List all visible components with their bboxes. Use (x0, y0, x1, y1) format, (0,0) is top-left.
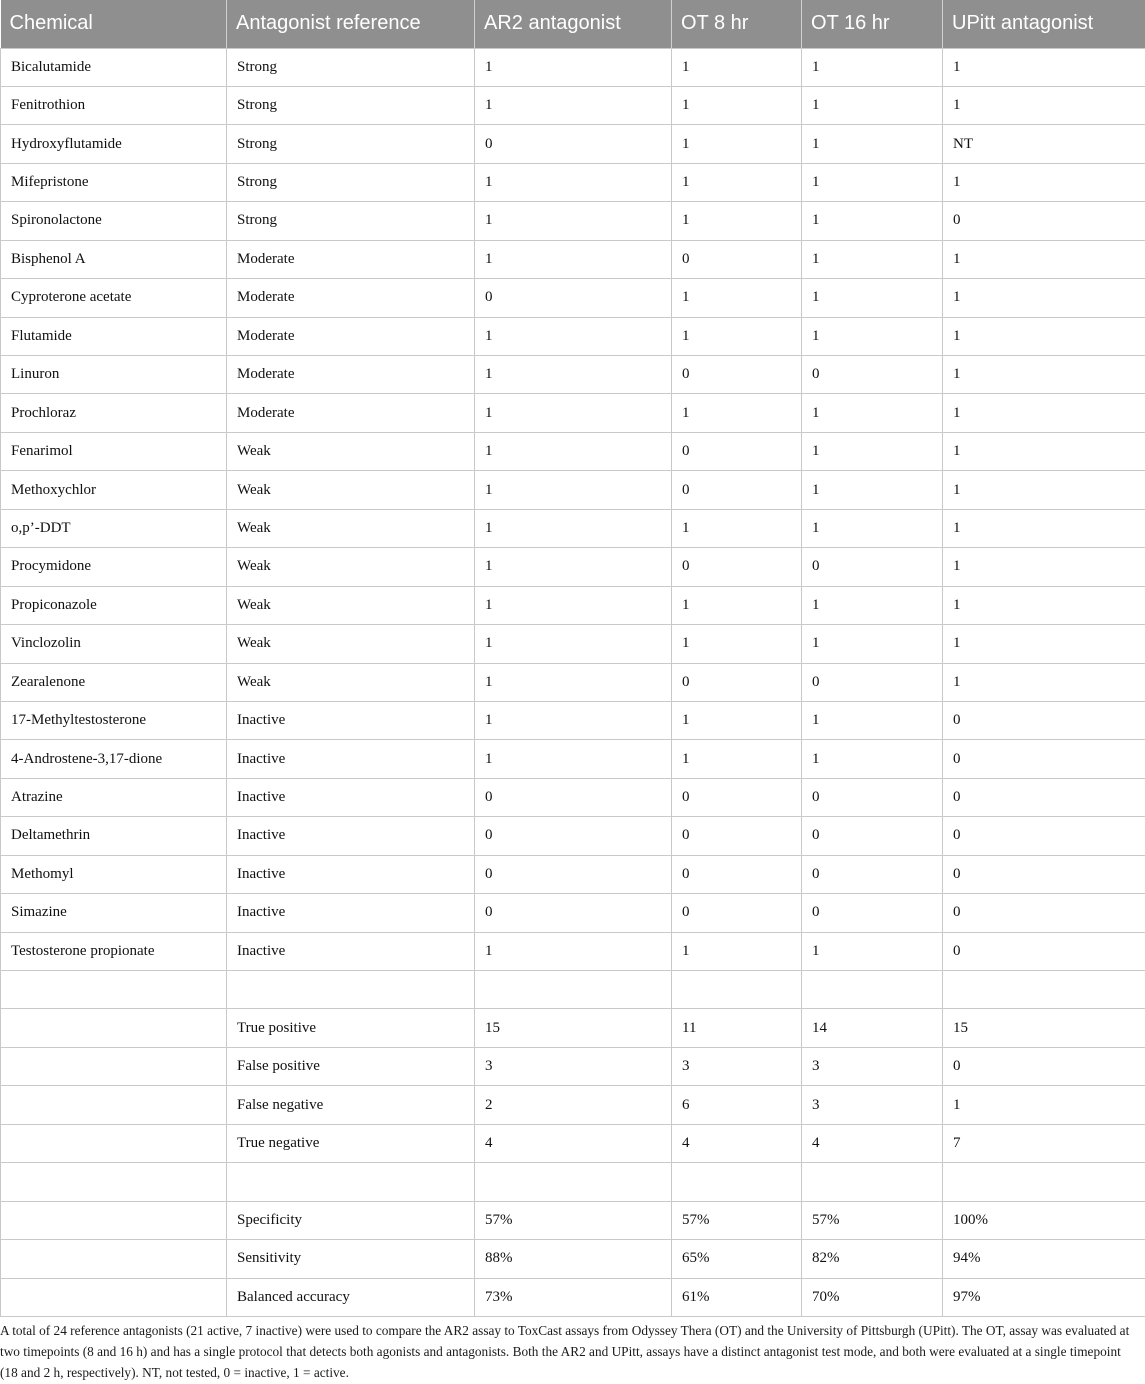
upitt-cell: 0 (943, 894, 1145, 932)
ot-16hr-cell: 0 (802, 778, 943, 816)
chemical-cell: 17-Methyltestosterone (1, 701, 227, 739)
ot-8hr-cell: 1 (672, 279, 802, 317)
ot-8hr-cell: 0 (672, 778, 802, 816)
upitt-cell: 0 (943, 1047, 1145, 1085)
ot-16hr-cell: 1 (802, 279, 943, 317)
column-header-chemical: Chemical (1, 0, 227, 48)
upitt-cell: 1 (943, 432, 1145, 470)
ot-8hr-cell: 1 (672, 625, 802, 663)
ot-8hr-cell: 11 (672, 1009, 802, 1047)
chemical-cell: o,p’-DDT (1, 509, 227, 547)
table-row (1, 48, 1145, 86)
table-row (1, 625, 1145, 663)
upitt-cell: 97% (943, 1278, 1145, 1316)
upitt-cell: 1 (943, 86, 1145, 124)
reference-cell: Weak (227, 548, 475, 586)
ot-16hr-cell: 1 (802, 625, 943, 663)
upitt-cell: 1 (943, 471, 1145, 509)
ar2-cell: 1 (475, 432, 672, 470)
chemical-cell (1, 1201, 227, 1239)
upitt-cell: 0 (943, 778, 1145, 816)
chemical-cell: Zearalenone (1, 663, 227, 701)
column-header-ot-16hr: OT 16 hr (802, 0, 943, 48)
ar2-cell: 2 (475, 1086, 672, 1124)
table-row (1, 202, 1145, 240)
reference-cell: Moderate (227, 317, 475, 355)
ot-16hr-cell: 0 (802, 894, 943, 932)
upitt-cell: 1 (943, 548, 1145, 586)
reference-cell (227, 971, 475, 1009)
upitt-cell: NT (943, 125, 1145, 163)
ot-8hr-cell: 61% (672, 1278, 802, 1316)
table-row (1, 586, 1145, 624)
table-row (1, 548, 1145, 586)
ot-16hr-cell: 0 (802, 548, 943, 586)
upitt-cell: 0 (943, 202, 1145, 240)
table-row (1, 1163, 1145, 1201)
reference-cell: Weak (227, 663, 475, 701)
ar2-cell: 1 (475, 317, 672, 355)
upitt-cell: 1 (943, 163, 1145, 201)
chemical-cell (1, 1278, 227, 1316)
ot-16hr-cell: 14 (802, 1009, 943, 1047)
ar2-cell: 0 (475, 778, 672, 816)
ar2-cell: 1 (475, 202, 672, 240)
reference-cell: Moderate (227, 279, 475, 317)
table-row (1, 855, 1145, 893)
chemical-cell: Flutamide (1, 317, 227, 355)
table-row (1, 778, 1145, 816)
table-row (1, 509, 1145, 547)
table-row (1, 971, 1145, 1009)
ot-8hr-cell: 57% (672, 1201, 802, 1239)
table-row (1, 663, 1145, 701)
ot-16hr-cell: 0 (802, 817, 943, 855)
chemical-cell (1, 1163, 227, 1201)
ar2-cell: 1 (475, 163, 672, 201)
ar2-cell: 0 (475, 817, 672, 855)
chemical-cell: Propiconazole (1, 586, 227, 624)
ar2-cell: 1 (475, 663, 672, 701)
reference-cell: Strong (227, 202, 475, 240)
ot-16hr-cell: 1 (802, 317, 943, 355)
ot-16hr-cell: 1 (802, 86, 943, 124)
reference-cell: Inactive (227, 778, 475, 816)
reference-cell: True negative (227, 1124, 475, 1162)
ot-16hr-cell: 1 (802, 394, 943, 432)
upitt-cell: 1 (943, 279, 1145, 317)
table-row (1, 86, 1145, 124)
ar2-cell: 0 (475, 125, 672, 163)
upitt-cell: 1 (943, 48, 1145, 86)
ot-16hr-cell: 1 (802, 740, 943, 778)
ot-8hr-cell (672, 1163, 802, 1201)
ot-16hr-cell: 1 (802, 125, 943, 163)
ot-8hr-cell: 0 (672, 356, 802, 394)
ar2-cell: 1 (475, 240, 672, 278)
reference-cell: Strong (227, 125, 475, 163)
ar2-cell: 1 (475, 509, 672, 547)
ot-16hr-cell (802, 1163, 943, 1201)
upitt-cell: 1 (943, 625, 1145, 663)
column-header-upitt-antagonist: UPitt antagonist (943, 0, 1145, 48)
upitt-cell: 1 (943, 317, 1145, 355)
table-row (1, 1086, 1145, 1124)
ot-16hr-cell: 1 (802, 432, 943, 470)
reference-cell: Weak (227, 471, 475, 509)
ar2-cell: 1 (475, 586, 672, 624)
upitt-cell: 0 (943, 855, 1145, 893)
ot-16hr-cell: 0 (802, 855, 943, 893)
ar2-cell: 3 (475, 1047, 672, 1085)
chemical-cell: Spironolactone (1, 202, 227, 240)
chemical-cell (1, 971, 227, 1009)
table-row (1, 740, 1145, 778)
ot-16hr-cell (802, 971, 943, 1009)
ot-8hr-cell: 0 (672, 663, 802, 701)
ot-8hr-cell: 0 (672, 855, 802, 893)
ot-8hr-cell: 1 (672, 86, 802, 124)
ar2-cell: 4 (475, 1124, 672, 1162)
column-header-antagonist-reference: Antagonist reference (227, 0, 475, 48)
reference-cell: Moderate (227, 240, 475, 278)
table-row (1, 240, 1145, 278)
ar2-cell: 1 (475, 86, 672, 124)
ot-8hr-cell: 1 (672, 163, 802, 201)
chemical-cell: 4-Androstene-3,17-dione (1, 740, 227, 778)
chemical-cell: Methoxychlor (1, 471, 227, 509)
ot-8hr-cell: 3 (672, 1047, 802, 1085)
table-row (1, 432, 1145, 470)
ot-8hr-cell (672, 971, 802, 1009)
ot-8hr-cell: 1 (672, 701, 802, 739)
chemical-cell: Testosterone propionate (1, 932, 227, 970)
chemical-cell: Simazine (1, 894, 227, 932)
ot-8hr-cell: 1 (672, 48, 802, 86)
chemical-cell: Fenitrothion (1, 86, 227, 124)
table-row (1, 317, 1145, 355)
ot-8hr-cell: 6 (672, 1086, 802, 1124)
upitt-cell (943, 971, 1145, 1009)
ar2-cell: 1 (475, 740, 672, 778)
ar2-cell: 0 (475, 279, 672, 317)
table-row (1, 894, 1145, 932)
upitt-cell: 0 (943, 817, 1145, 855)
upitt-cell: 1 (943, 586, 1145, 624)
reference-cell: False negative (227, 1086, 475, 1124)
table-row (1, 125, 1145, 163)
reference-cell: Moderate (227, 356, 475, 394)
ot-8hr-cell: 1 (672, 586, 802, 624)
ot-8hr-cell: 1 (672, 932, 802, 970)
table-row (1, 356, 1145, 394)
column-header-ar2-antagonist: AR2 antagonist (475, 0, 672, 48)
ot-16hr-cell: 1 (802, 163, 943, 201)
upitt-cell: 1 (943, 240, 1145, 278)
ot-16hr-cell: 3 (802, 1047, 943, 1085)
ar2-cell: 0 (475, 894, 672, 932)
reference-cell: Specificity (227, 1201, 475, 1239)
upitt-cell: 1 (943, 663, 1145, 701)
upitt-cell: 0 (943, 740, 1145, 778)
chemical-cell (1, 1240, 227, 1278)
reference-cell: Inactive (227, 701, 475, 739)
ot-16hr-cell: 0 (802, 356, 943, 394)
ot-16hr-cell: 1 (802, 932, 943, 970)
reference-cell: Inactive (227, 932, 475, 970)
ar2-cell: 1 (475, 356, 672, 394)
ot-16hr-cell: 1 (802, 509, 943, 547)
chemical-cell: Methomyl (1, 855, 227, 893)
reference-cell: Weak (227, 625, 475, 663)
ot-16hr-cell: 1 (802, 240, 943, 278)
ot-8hr-cell: 0 (672, 471, 802, 509)
reference-cell: Strong (227, 163, 475, 201)
upitt-cell: 0 (943, 701, 1145, 739)
chemical-cell: Mifepristone (1, 163, 227, 201)
table-body (1, 48, 1145, 1316)
ot-16hr-cell: 3 (802, 1086, 943, 1124)
reference-cell: Weak (227, 586, 475, 624)
ot-8hr-cell: 1 (672, 125, 802, 163)
table-row (1, 279, 1145, 317)
chemical-cell: Vinclozolin (1, 625, 227, 663)
ot-16hr-cell: 1 (802, 471, 943, 509)
table-row (1, 1009, 1145, 1047)
ar2-cell (475, 971, 672, 1009)
reference-cell: Inactive (227, 894, 475, 932)
table-row (1, 701, 1145, 739)
chemical-cell: Prochloraz (1, 394, 227, 432)
ot-16hr-cell: 82% (802, 1240, 943, 1278)
ot-16hr-cell: 4 (802, 1124, 943, 1162)
reference-cell: Strong (227, 48, 475, 86)
upitt-cell: 7 (943, 1124, 1145, 1162)
ot-8hr-cell: 65% (672, 1240, 802, 1278)
ot-8hr-cell: 4 (672, 1124, 802, 1162)
reference-cell: Inactive (227, 817, 475, 855)
chemical-cell: Cyproterone acetate (1, 279, 227, 317)
ot-16hr-cell: 57% (802, 1201, 943, 1239)
ot-8hr-cell: 0 (672, 817, 802, 855)
reference-cell: Strong (227, 86, 475, 124)
ar2-cell: 1 (475, 471, 672, 509)
ar2-cell: 73% (475, 1278, 672, 1316)
ot-8hr-cell: 1 (672, 740, 802, 778)
reference-cell: Weak (227, 509, 475, 547)
upitt-cell: 94% (943, 1240, 1145, 1278)
ar2-cell: 1 (475, 932, 672, 970)
ar2-cell: 1 (475, 48, 672, 86)
ot-8hr-cell: 1 (672, 509, 802, 547)
chemical-cell: Atrazine (1, 778, 227, 816)
ar2-cell (475, 1163, 672, 1201)
reference-cell: Weak (227, 432, 475, 470)
upitt-cell: 1 (943, 356, 1145, 394)
upitt-cell (943, 1163, 1145, 1201)
ar2-cell: 1 (475, 625, 672, 663)
table-row (1, 1201, 1145, 1239)
ot-16hr-cell: 1 (802, 202, 943, 240)
reference-cell: Inactive (227, 740, 475, 778)
reference-cell (227, 1163, 475, 1201)
ot-16hr-cell: 1 (802, 701, 943, 739)
chemical-cell (1, 1086, 227, 1124)
ar2-cell: 1 (475, 394, 672, 432)
chemical-cell: Fenarimol (1, 432, 227, 470)
ar2-cell: 57% (475, 1201, 672, 1239)
chemical-cell: Hydroxyflutamide (1, 125, 227, 163)
ar2-cell: 1 (475, 548, 672, 586)
chemical-cell (1, 1124, 227, 1162)
ar2-cell: 1 (475, 701, 672, 739)
upitt-cell: 1 (943, 394, 1145, 432)
table-caption: A total of 24 reference antagonists (21 active, 7 inactive) were used to compare the AR2 assay to ToxCast assays from Odyssey Thera (OT) and the University of Pittsburgh (UPitt). The OT, assay was evaluated at two timepoints (8 and 16 h) and has a single protocol that detects both agonists and antagonists. Both the AR2 and UPitt, assays have a distinct antagonist test mode, and both were evaluated at a single timepoint (18 and 2 h, respectively). NT, not tested, 0 = inactive, 1 = active. (0, 1323, 1130, 1380)
ot-8hr-cell: 0 (672, 894, 802, 932)
table-row (1, 1124, 1145, 1162)
ot-8hr-cell: 1 (672, 394, 802, 432)
chemical-cell (1, 1009, 227, 1047)
ot-16hr-cell: 70% (802, 1278, 943, 1316)
chemical-cell: Procymidone (1, 548, 227, 586)
table-row (1, 1047, 1145, 1085)
chemical-cell: Bicalutamide (1, 48, 227, 86)
chemical-cell: Linuron (1, 356, 227, 394)
chemical-cell: Deltamethrin (1, 817, 227, 855)
chemical-cell (1, 1047, 227, 1085)
upitt-cell: 1 (943, 1086, 1145, 1124)
ot-8hr-cell: 0 (672, 432, 802, 470)
reference-cell: True positive (227, 1009, 475, 1047)
upitt-cell: 100% (943, 1201, 1145, 1239)
ot-16hr-cell: 0 (802, 663, 943, 701)
upitt-cell: 0 (943, 932, 1145, 970)
reference-cell: Moderate (227, 394, 475, 432)
ot-8hr-cell: 0 (672, 240, 802, 278)
chemical-cell: Bisphenol A (1, 240, 227, 278)
table-row (1, 817, 1145, 855)
ar2-cell: 88% (475, 1240, 672, 1278)
upitt-cell: 1 (943, 509, 1145, 547)
reference-cell: Inactive (227, 855, 475, 893)
ar2-cell: 0 (475, 855, 672, 893)
table-row (1, 1278, 1145, 1316)
ot-16hr-cell: 1 (802, 48, 943, 86)
ot-16hr-cell: 1 (802, 586, 943, 624)
reference-cell: Balanced accuracy (227, 1278, 475, 1316)
column-header-ot-8hr: OT 8 hr (672, 0, 802, 48)
upitt-cell: 15 (943, 1009, 1145, 1047)
ar2-cell: 15 (475, 1009, 672, 1047)
header-row (1, 0, 1145, 48)
table-row (1, 471, 1145, 509)
table-row (1, 932, 1145, 970)
ot-8hr-cell: 0 (672, 548, 802, 586)
reference-cell: Sensitivity (227, 1240, 475, 1278)
table-row (1, 394, 1145, 432)
table-row (1, 1240, 1145, 1278)
table-row (1, 163, 1145, 201)
reference-cell: False positive (227, 1047, 475, 1085)
ot-8hr-cell: 1 (672, 317, 802, 355)
ot-8hr-cell: 1 (672, 202, 802, 240)
